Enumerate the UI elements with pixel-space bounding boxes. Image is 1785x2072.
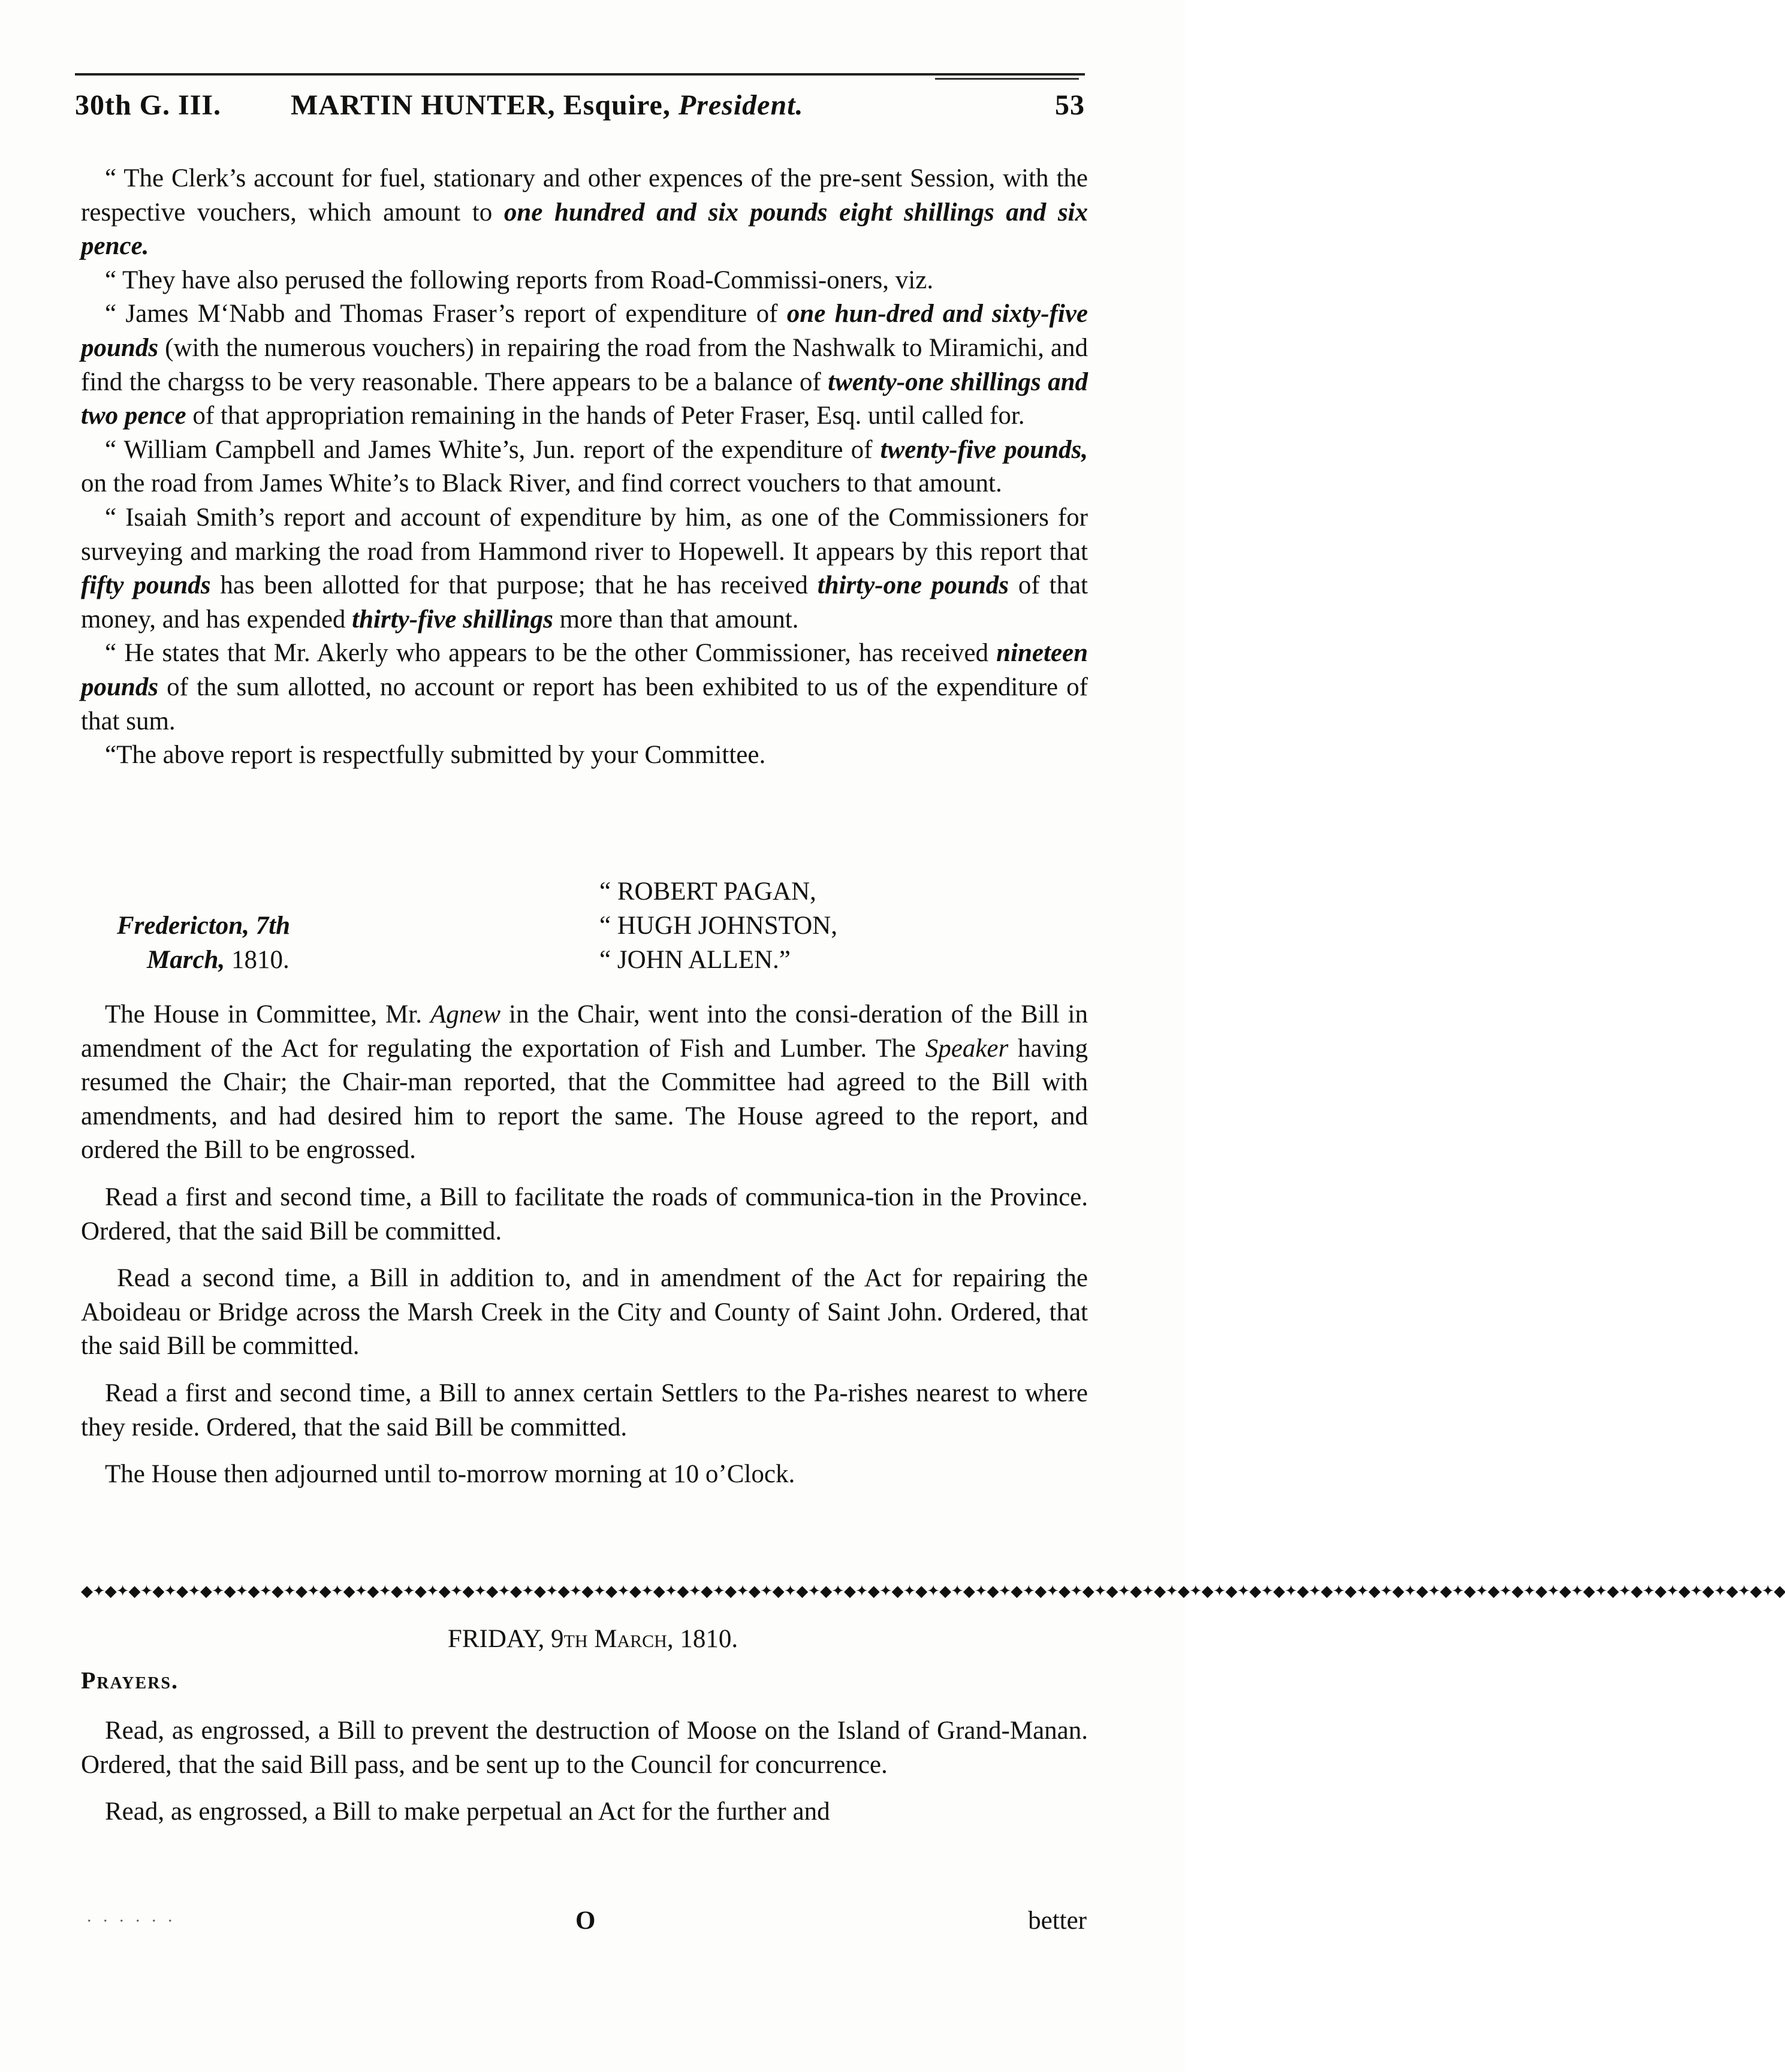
report-closing-line: “The above report is respectfully submitted by your Committee.	[105, 741, 766, 770]
section-ornament-divider: ◆✦◆✦◆✦◆✦◆✦◆✦◆✦◆✦◆✦◆✦◆✦◆✦◆✦◆✦◆✦◆✦◆✦◆✦◆✦◆✦◆✦◆✦◆✦◆✦◆✦◆✦◆✦◆✦◆✦◆✦◆✦◆✦◆✦◆✦◆✦◆✦◆✦◆✦◆✦◆✦◆✦◆✦◆✦◆✦◆✦◆✦◆✦◆✦◆✦◆✦◆✦◆✦◆✦◆✦◆✦◆✦◆✦◆✦◆✦◆✦◆✦◆✦◆✦◆✦◆✦◆✦◆✦◆✦◆✦◆✦◆✦◆	[81, 1582, 1785, 1600]
page-number: 53	[1055, 89, 1085, 121]
report-paragraph-campbell-white: “ William Campbell and James White’s, Jun. report of the expenditure of twenty-five pounds, on the road from James White’s to Black River, and find correct vouchers to that amount.	[81, 435, 1088, 498]
report-paragraph-isaiah-smith: “ Isaiah Smith’s report and account of expenditure by him, as one of the Commissioners for surveying and marking the road from Hammond river to Hopewell. It appears by this report that fifty pounds has been allotted for that purpose; that he has received thirty-one pounds of that money, and has expended thirty-five shillings more than that amount.	[81, 503, 1088, 634]
regnal-year: 30th G. III.	[75, 89, 222, 121]
proceeding-settlers-bill: Read a first and second time, a Bill to annex certain Settlers to the Pa-rishes nearest to where they reside. Ordered, that the said Bill be committed.	[81, 1379, 1088, 1441]
friday-heading: FRIDAY, 9th March, 1810.	[447, 1625, 738, 1653]
proceeding-perpetual-act-bill: Read, as engrossed, a Bill to make perpetual an Act for the further and	[105, 1797, 830, 1826]
header-rule	[75, 73, 1085, 76]
running-head	[75, 89, 1085, 131]
running-title-office: President.	[678, 89, 804, 121]
header-rule-secondary	[935, 78, 1079, 80]
signature-mark: O	[575, 1907, 596, 1935]
proceeding-adjournment: The House then adjourned until to-morrow morning at 10 o’Clock.	[105, 1460, 795, 1489]
signatory-3: “ JOHN ALLEN.”	[599, 946, 791, 974]
proceeding-aboideau-bill: Read a second time, a Bill in addition to, and in amendment of the Act for repairing the Aboideau or Bridge across the Marsh Creek in the City and County of Saint John. Ordered, that the said Bill be committed.	[81, 1264, 1088, 1361]
prayers-label: Prayers.	[81, 1667, 179, 1694]
committee-report	[81, 162, 1088, 773]
running-title	[291, 89, 803, 122]
report-paragraph-akerly: “ He states that Mr. Akerly who appears to be the other Commissioner, has received nineteen pounds of the sum allotted, no account or report has been exhibited to us of the expenditure of that sum.	[81, 639, 1088, 735]
signatory-1: “ ROBERT PAGAN,	[599, 877, 816, 906]
house-proceedings	[81, 998, 1088, 1492]
proceeding-moose-bill: Read, as engrossed, a Bill to prevent the destruction of Moose on the Island of Grand-Manan. Ordered, that the said Bill pass, and be sent up to the Council for concurrence.	[81, 1717, 1088, 1779]
proceeding-fish-lumber-bill: The House in Committee, Mr. Agnew in the Chair, went into the consi-deration of the Bill in amendment of the Act for regulating the exportation of Fish and Lumber. The Speaker having resumed the Chair; the Chair-man reported, that the Committee had agreed to the Bill with amendments, and had desired him to report the same. The House agreed to the report, and ordered the Bill to be engrossed.	[81, 1000, 1089, 1165]
report-paragraph-mnabb-fraser: “ James M‘Nabb and Thomas Fraser’s report of expenditure of one hun-dred and sixty-five pounds (with the numerous vouchers) in repairing the road from the Nashwalk to Miramichi, and find the chargss to be very reasonable. There appears to be a balance of twenty-one shillings and two pence of that appropriation remaining in the hands of Peter Fraser, Esq. until called for.	[81, 300, 1088, 430]
report-paragraph-clerk-account: “ The Clerk’s account for fuel, stationary and other expences of the pre-sent Session, with the respective vouchers, which amount to one hundred and six pounds eight shillings and six pence.	[81, 164, 1088, 261]
proceeding-roads-bill: Read a first and second time, a Bill to facilitate the roads of communica-tion in the Province. Ordered, that the said Bill be committed.	[81, 1183, 1088, 1245]
footer-dots: . . . . . .	[87, 1906, 176, 1926]
friday-proceedings	[81, 1714, 1088, 1829]
catchword: better	[1028, 1907, 1087, 1935]
report-date: March, 1810.	[147, 946, 290, 974]
running-title-name: MARTIN HUNTER, Esquire,	[291, 89, 679, 121]
report-paragraph-road-commissioners: “ They have also perused the following reports from Road-Commissi-oners, viz.	[105, 266, 934, 294]
report-place-date: Fredericton, 7th	[117, 912, 291, 940]
signatory-2: “ HUGH JOHNSTON,	[599, 912, 837, 940]
